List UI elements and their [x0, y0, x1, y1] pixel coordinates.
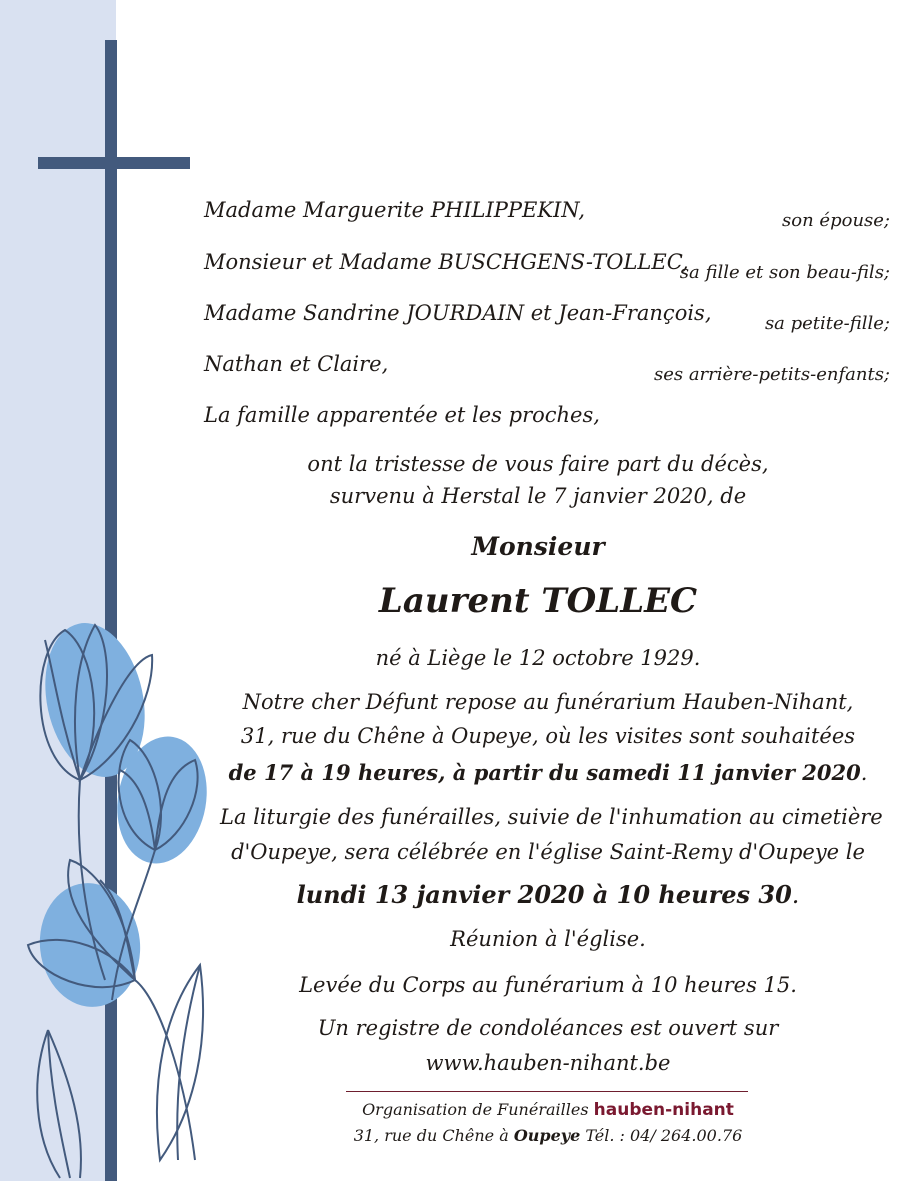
registry-note: Un registre de condoléances est ouvert sur	[317, 1016, 779, 1040]
visitation-line1: Notre cher Défunt repose au funérarium Hauben-Nihant,	[242, 690, 854, 714]
footer-organisation	[220, 1100, 876, 1120]
deceased-name: Laurent TOLLEC	[378, 581, 698, 621]
family-name: Madame Marguerite PHILIPPEKIN,	[204, 198, 586, 222]
brand-logo: hauben-nihant	[593, 1100, 734, 1120]
announcement-line2: survenu à Herstal le 7 janvier 2020, de	[329, 484, 747, 508]
family-relation: sa petite-fille;	[764, 313, 890, 334]
funeral-date-bold: lundi 13 janvier 2020 à 10 heures 30	[296, 880, 792, 909]
family-name: La famille apparentée et les proches,	[204, 403, 600, 427]
announcement-line1: ont la tristesse de vous faire part du décès,	[307, 452, 769, 476]
family-relation: sa fille et son beau-fils;	[679, 262, 890, 283]
family-relation: ses arrière-petits-enfants;	[653, 364, 890, 385]
family-row-granddaughter	[204, 301, 894, 353]
family-relation: son épouse;	[782, 210, 890, 231]
deceased-born: né à Liège le 12 octobre 1929.	[375, 646, 701, 670]
footer-divider	[346, 1091, 748, 1092]
deceased-honorific: Monsieur	[471, 532, 605, 561]
family-name: Nathan et Claire,	[204, 352, 389, 376]
footer-org-prefix: Organisation de Funérailles	[362, 1100, 594, 1119]
family-row-great-grandchildren	[204, 352, 894, 404]
cross-icon	[105, 40, 117, 1181]
footer-address-prefix: 31, rue du Chêne à	[353, 1126, 514, 1145]
footer-address-city: Oupeye	[513, 1126, 581, 1145]
funeral-line2: d'Oupeye, sera célébrée en l'église Saint-Remy d'Oupeye le	[231, 840, 865, 864]
family-row-relatives	[204, 403, 894, 455]
visitation-hours	[220, 760, 876, 785]
reunion-note: Réunion à l'église.	[450, 927, 646, 951]
family-name: Monsieur et Madame BUSCHGENS-TOLLEC,	[204, 250, 689, 274]
funeral-date-end: .	[791, 881, 800, 909]
footer-phone: Tél. : 04/ 264.00.76	[580, 1126, 743, 1145]
funeral-date	[220, 880, 876, 909]
family-name: Madame Sandrine JOURDAIN et Jean-François,	[204, 301, 712, 325]
family-row-daughter	[204, 250, 894, 302]
registry-url-link[interactable]: www.hauben-nihant.be	[425, 1051, 671, 1075]
visitation-hours-end: .	[860, 761, 868, 785]
levee-note: Levée du Corps au funérarium à 10 heures 15.	[299, 973, 797, 997]
visitation-line2: 31, rue du Chêne à Oupeye, où les visites sont souhaitées	[240, 724, 856, 748]
visitation-hours-bold: de 17 à 19 heures, à partir du samedi 11 janvier 2020	[228, 760, 861, 785]
footer-address	[220, 1126, 876, 1145]
family-row-spouse	[204, 198, 894, 250]
funeral-line1: La liturgie des funérailles, suivie de l'inhumation au cimetière	[220, 805, 883, 829]
